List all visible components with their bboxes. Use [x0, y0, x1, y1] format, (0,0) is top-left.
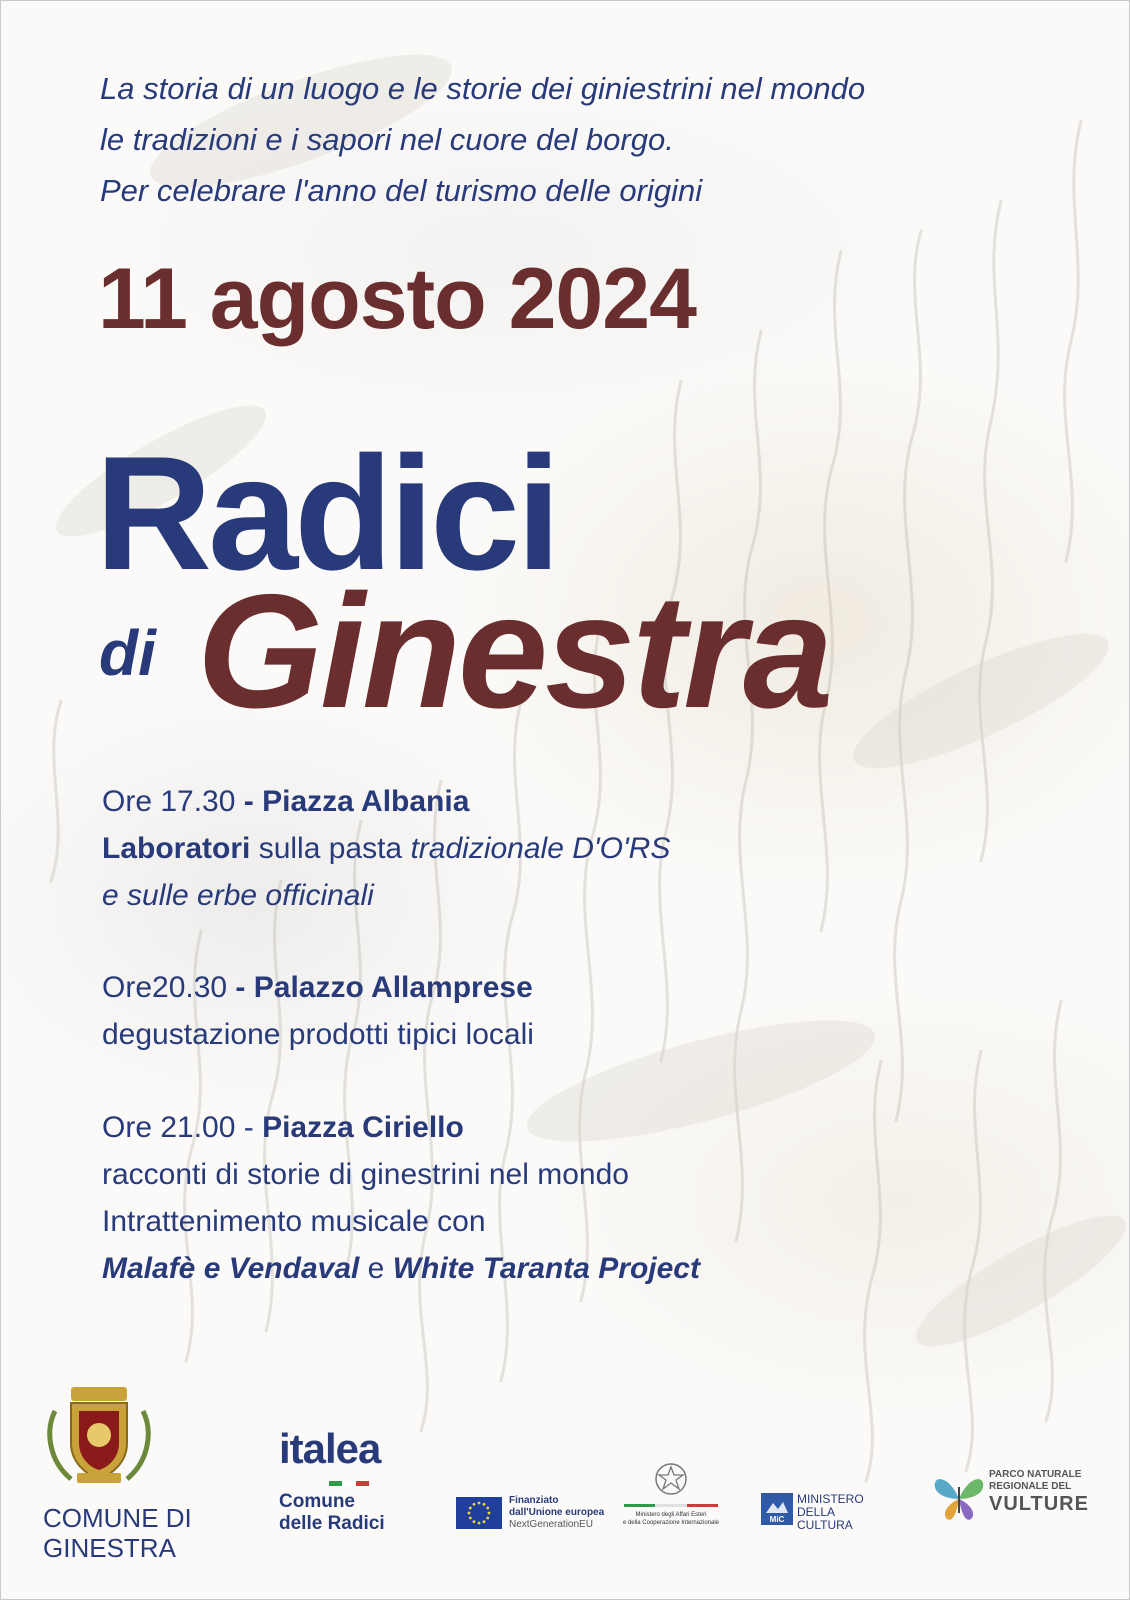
event-1-line-2: [102, 825, 1002, 872]
italea-sub-line-2: delle Radici: [279, 1513, 385, 1534]
mic-line-3: CULTURA: [797, 1518, 853, 1532]
event-3-line-4: [102, 1245, 1002, 1292]
event-date: 11 agosto 2024: [98, 251, 696, 347]
event-3-place: Piazza Ciriello: [262, 1111, 464, 1144]
title-di: di: [99, 617, 156, 689]
event-1-pasta: tradizionale D'O'RS: [410, 832, 671, 865]
event-1-workshop: Laboratori: [102, 832, 251, 865]
mic-line-1: MINISTERO: [797, 1492, 864, 1506]
mic-logo-text: MiC: [769, 1515, 785, 1524]
event-1-line-1: [102, 778, 1002, 825]
event-2-place: Palazzo Allamprese: [253, 971, 533, 1004]
intro-line-3: Per celebrare l'anno del turismo delle origini: [100, 173, 703, 208]
program-event-3: [102, 1104, 1002, 1292]
title-radici: Radici: [95, 423, 558, 604]
parco-line-1: PARCO NATURALE: [989, 1469, 1082, 1480]
eu-line-3: NextGenerationEU: [509, 1519, 593, 1530]
parco-vulture-logo: [931, 1469, 1089, 1530]
republic-emblem-icon: [653, 1461, 689, 1497]
parco-text: [989, 1469, 1089, 1515]
mic-line-2: DELLA: [797, 1505, 836, 1519]
mic-logo-icon: [761, 1493, 793, 1525]
intro-line-1: La storia di un luogo e le storie dei giniestrini nel mondo: [100, 71, 866, 106]
title-ginestra: Ginestra: [197, 561, 831, 742]
event-2-line-2: degustazione prodotti tipici locali: [102, 1018, 534, 1051]
comune-line-1: COMUNE DI: [43, 1503, 192, 1533]
maeci-line-2: e della Cooperazione Internazionale: [622, 1520, 720, 1526]
parco-line-3: VULTURE: [989, 1493, 1089, 1515]
event-2-line-1: [102, 964, 1002, 1011]
program-event-1: [102, 778, 1002, 919]
italea-sub-line-1: Comune: [279, 1491, 355, 1512]
italea-subtitle: [279, 1491, 385, 1535]
eu-line-1: Finanziato: [509, 1495, 559, 1506]
event-1-text: sulla pasta: [250, 832, 411, 865]
comune-name: [43, 1503, 192, 1563]
intro-line-2: le tradizioni e i sapori nel cuore del borgo.: [100, 122, 674, 157]
intro-text: [100, 63, 1080, 216]
mic-logo: [761, 1492, 864, 1532]
event-3-line-1: [102, 1104, 1002, 1151]
parco-line-2: REGIONALE DEL: [989, 1481, 1072, 1492]
butterfly-icon: [931, 1469, 987, 1525]
maeci-logo: [621, 1461, 721, 1527]
band-2: White Taranta Project: [392, 1252, 700, 1285]
event-3-time: Ore 21.00 -: [102, 1111, 263, 1144]
maeci-line-1: Ministero degli Affari Esteri: [635, 1512, 707, 1518]
sponsor-footer: [1, 1381, 1129, 1599]
event-1-line-3: e sulle erbe officinali: [102, 879, 374, 912]
event-1-sep: -: [235, 785, 263, 818]
italea-logo: italea: [279, 1425, 381, 1472]
event-2-sep: -: [227, 971, 254, 1004]
eu-funding-text: [509, 1495, 604, 1531]
event-1-place: Piazza Albania: [262, 785, 470, 818]
mic-text: [797, 1493, 864, 1532]
event-1-time: Ore 17.30: [102, 785, 236, 818]
program-event-2: [102, 964, 1002, 1058]
event-3-line-2: racconti di storie di ginestrini nel mondo: [102, 1158, 629, 1191]
eu-flag-icon: [456, 1497, 502, 1529]
band-and: e: [359, 1252, 393, 1285]
comune-crest-icon: [41, 1381, 157, 1491]
eu-line-2: dall'Unione europea: [509, 1507, 605, 1518]
comune-line-2: GINESTRA: [43, 1533, 176, 1563]
italian-flag-icon: [329, 1481, 369, 1486]
maeci-flag-line-icon: [624, 1504, 718, 1507]
event-3-line-3: Intrattenimento musicale con: [102, 1205, 486, 1238]
band-1: Malafè e Vendaval: [102, 1252, 360, 1285]
maeci-text: [621, 1511, 721, 1527]
event-2-time: Ore20.30: [102, 971, 228, 1004]
